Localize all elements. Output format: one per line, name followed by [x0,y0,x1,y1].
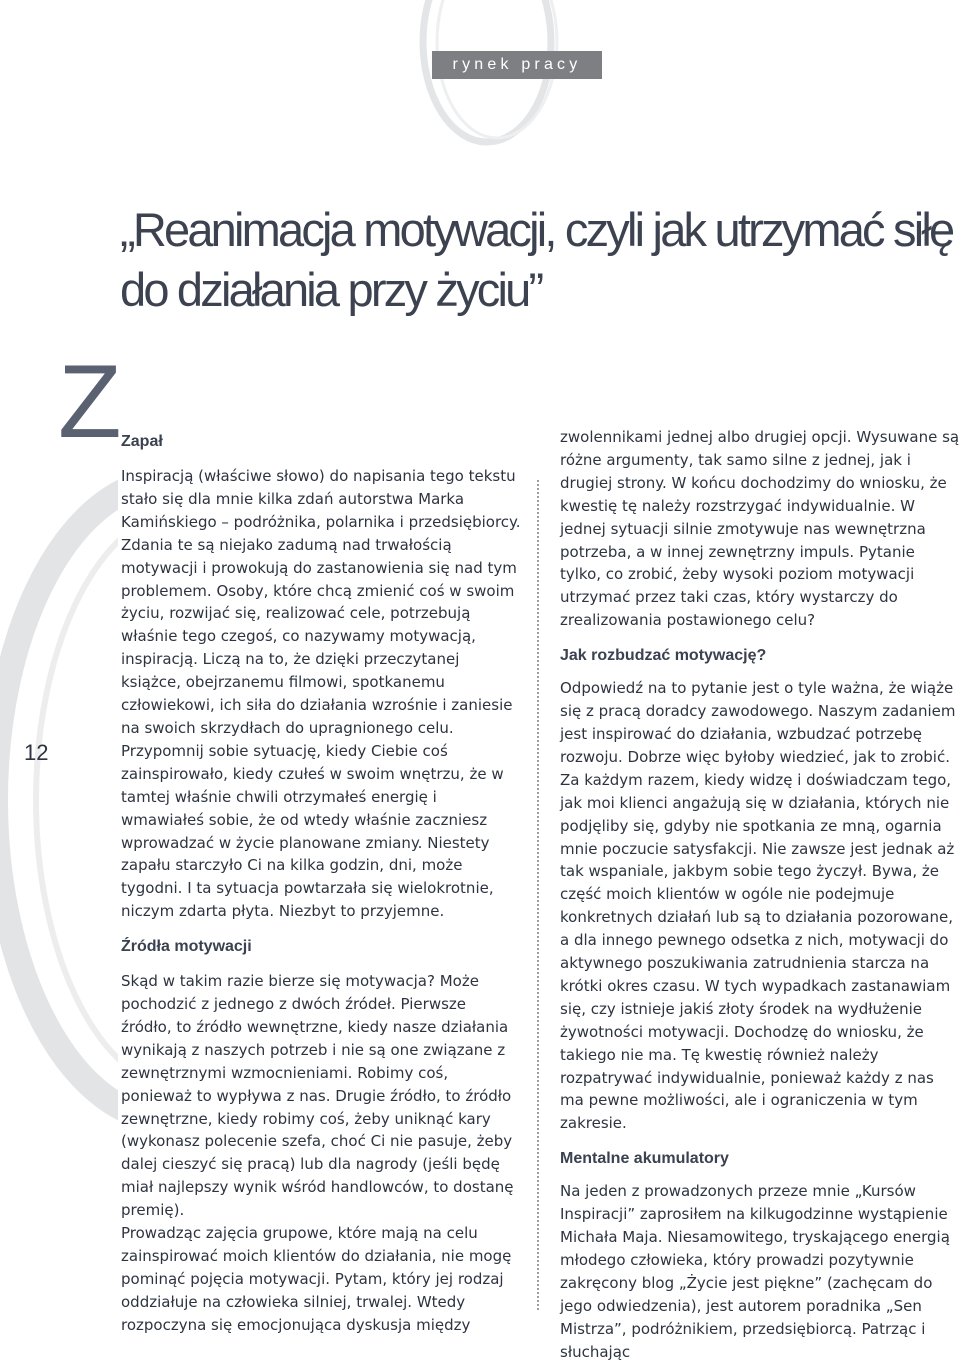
paragraph-continuation: zwolennikami jednej albo drugiej opcji. Wysuwane są różne argumenty, tak samo silne z jednej, jak i drugiej strony. W końcu dochodzimy do wniosku, że kwestię tę należy rozstrzygać indywidualnie. W jednej sytuacji silnie zmotywuje nas wewnętrzna potrzeba, a w innej zewnętrzny impuls. Pytanie tylko, co zrobić, żeby wysoki poziom motywacji utrzymać przez taki czas, który wystarczy do zrealizowania postawionego celu? [560,428,960,630]
article-title-line-2: do działania przy życiu” [120,263,542,316]
subheading-mentalne-akumulatory: Mentalne akumulatory [560,1150,729,1168]
subheading-jak-rozbudzac: Jak rozbudzać motywację? [560,647,767,665]
left-column [121,430,521,1337]
paragraph-rozbudzac: Odpowiedź na to pytanie jest o tyle ważna, że wiąże się z pracą doradcy zawodowego. Naszym zadaniem jest inspirować do działania, wzbudzać potrzebę rozwoju. Dobrze więc byłoby wiedzieć, jak to zrobić. Za każdym razem, kiedy widzę i doświadczam tego, jak moi klienci angażują się w działania, których nie podjęliby się, gdyby nie spotkania ze mną, ogarnia mnie poczucie satysfakcji. Nie zawsze jest jednak aż tak wspaniale, jakbym sobie tego życzył. Bywa, że część moich klientów w ogóle nie podejmuje konkretnych działań lub są to działania pozorowane, a dla innego pewnego odsetka z nich, motywacji do aktywnego poszukiwania zatrudnienia starcza na krótki okres czasu. W tych wypadkach zastanawiam się, czy istnieje jakiś złoty środek na wydłużenie żywotności motywacji. Dochodzę do wniosku, że takiego nie ma. Tę kwestię również należy rozpatrywać indywidualnie, ponieważ każdy z nas ma pewne możliwości, ale i ograniczenia w tym zakresie. [560,679,956,1133]
right-column [560,426,960,1364]
article-title [120,200,953,320]
paragraph-zrodla: Skąd w takim razie bierze się motywacja? Może pochodzić z jednego z dwóch źródeł. Pierwsze źródło, to źródło wewnętrzne, kiedy nasze działania wynikają z naszych potrzeb i nie są one związane z zewnętrznymi wzmocnieniami. Robimy coś, ponieważ to wypływa z nas. Drugie źródło, to źródło zewnętrzne, kiedy robimy coś, żeby uniknąć kary (wykonasz polecenie szefa, choć Ci nie pasuje, żeby dalej cieszyć się pracą) lub dla nagrody (jeśli będę miał najlepszy wynik wśród handlowców, to dostanę premię). [121,972,514,1220]
subheading-zapal: Zapał [121,433,163,450]
drop-cap: Z [58,344,122,460]
paragraph-intro: Inspiracją (właściwe słowo) do napisania tego tekstu stało się dla mnie kilka zdań autorstwa Marka Kamińskiego – podróżnika, polarnika i przedsiębiorcy. Zdania te są niejako zadumą nad trwałością motywacji i prowokują do zastanowienia się nad tym problemem. Osoby, które chcą zmienić coś w swoim życiu, rozwijać się, realizować cele, potrzebują właśnie tego czegoś, co nazywamy motywacją, inspiracją. Liczą na to, że dzięki przeczytanej książce, obejrzanemu filmowi, spotkanemu człowiekowi, ich siła do działania wzrośnie i zaniesie na swoich skrzydłach do upragnionego celu. Przypomnij sobie sytuację, kiedy Ciebie coś zainspirowało, kiedy czułeś w swoim wnętrzu, że w tamtej właśnie chwili otrzymałeś energię i wmawiałeś sobie, że od wtedy właśnie zaczniesz wprowadzać w życie planowane zmiany. Niestety zapału starczyło Ci na kilka godzin, dni, może tygodni. I ta sytuacja powtarzała się wielokrotnie, niczym zdarta płyta. Niezbyt to przyjemne. [121,467,521,921]
article-title-line-1: „Reanimacja motywacji, czyli jak utrzymać siłę [120,203,953,256]
section-label: rynek pracy [432,51,602,79]
paragraph-zajecia-grupowe: Prowadząc zajęcia grupowe, które mają na celu zainspirować moich klientów do działania, nie mogę pominąć pojęcia motywacji. Pytam, który jej rodzaj oddziałuje na człowieka silniej, trwalej. Wtedy rozpoczyna się emocjonująca dyskusja między [121,1224,512,1334]
paragraph-akumulatory: Na jeden z prowadzonych przeze mnie „Kursów Inspiracji” zaprosiłem na kilkugodzinne wystąpienie Michała Maja. Niesamowitego, tryskającego energią młodego człowieka, który prowadzi pozytywnie zakręcony blog „Życie jest piękne” (zachęcam do jego odwiedzenia), jest autorem poradnika „Sen Mistrza”, podróżnikiem, przedsiębiorcą. Patrząc i słuchając [560,1182,950,1361]
column-divider [537,480,539,1310]
page-number: 12 [24,740,49,765]
subheading-zrodla-motywacji: Źródła motywacji [121,938,252,956]
